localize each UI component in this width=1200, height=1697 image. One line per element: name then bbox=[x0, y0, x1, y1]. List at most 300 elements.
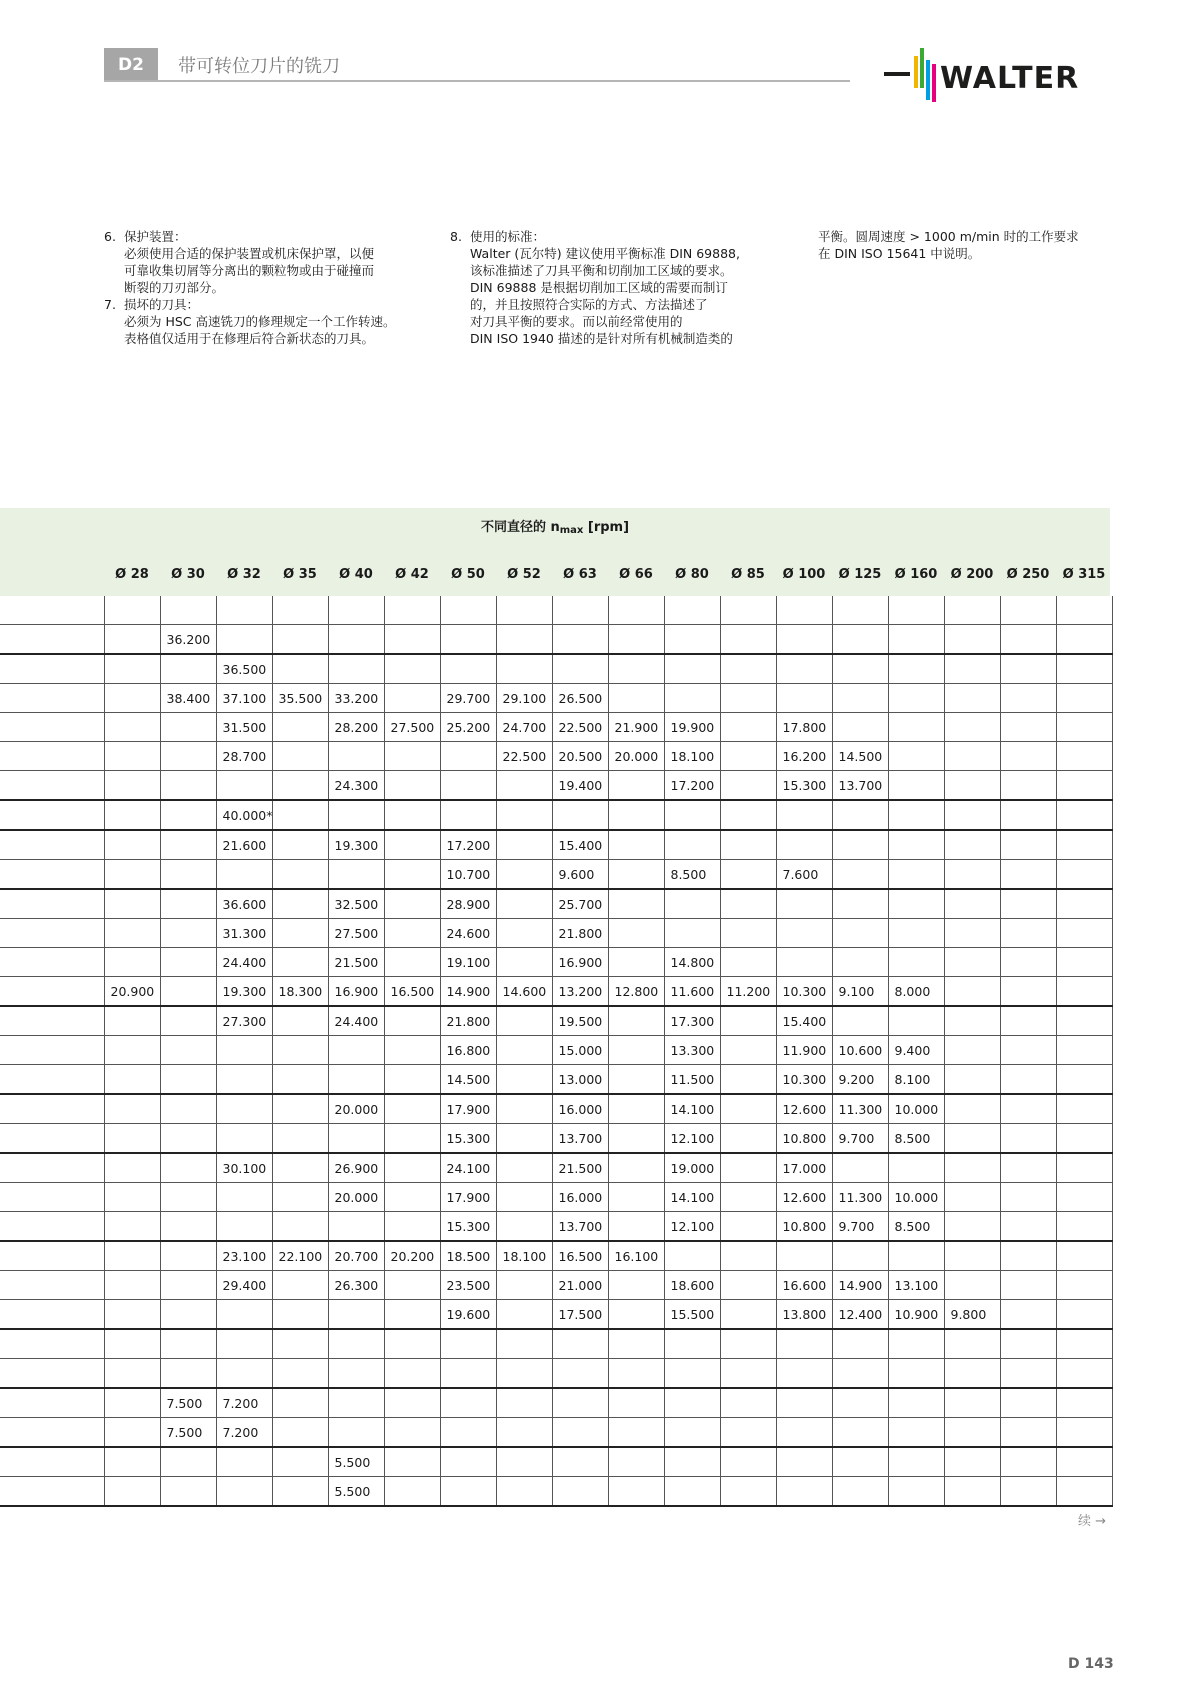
rpm-cell bbox=[552, 1418, 608, 1448]
rpm-cell bbox=[104, 1359, 160, 1389]
note-number: 8. bbox=[450, 229, 462, 244]
rpm-cell: 9.100 bbox=[832, 977, 888, 1007]
rpm-cell bbox=[328, 1124, 384, 1154]
rpm-cell bbox=[1056, 1359, 1112, 1389]
rpm-cell bbox=[832, 800, 888, 830]
rpm-cell: 18.100 bbox=[664, 742, 720, 771]
rpm-cell bbox=[720, 596, 776, 625]
rpm-cell bbox=[832, 889, 888, 919]
rpm-cell bbox=[496, 830, 552, 860]
notes-column-1 bbox=[104, 228, 434, 347]
rpm-cell bbox=[104, 1300, 160, 1330]
rpm-cell bbox=[832, 1241, 888, 1271]
rpm-cell: 15.400 bbox=[552, 830, 608, 860]
rpm-cell bbox=[720, 1418, 776, 1448]
rpm-cell bbox=[272, 1153, 328, 1183]
rpm-cell bbox=[440, 1359, 496, 1389]
rpm-cell: 21.900 bbox=[608, 713, 664, 742]
rpm-cell: 10.300 bbox=[776, 977, 832, 1007]
rpm-cell bbox=[216, 1183, 272, 1212]
rpm-cell bbox=[384, 1418, 440, 1448]
rpm-cell bbox=[608, 800, 664, 830]
rpm-cell: 16.000 bbox=[552, 1094, 608, 1124]
rpm-cell bbox=[1000, 654, 1056, 684]
rpm-cell bbox=[216, 1447, 272, 1477]
rpm-cell: 32.500 bbox=[328, 889, 384, 919]
rpm-cell: 8.500 bbox=[888, 1124, 944, 1154]
rpm-cell: 29.700 bbox=[440, 684, 496, 713]
rpm-cell bbox=[888, 1418, 944, 1448]
rpm-cell: 16.900 bbox=[552, 948, 608, 977]
note-item bbox=[104, 296, 434, 347]
rpm-cell bbox=[552, 1388, 608, 1418]
rpm-cell bbox=[720, 1271, 776, 1300]
note-line: 表格值仅适用于在修理后符合新状态的刀具。 bbox=[124, 331, 375, 346]
rpm-cell bbox=[720, 1329, 776, 1359]
rpm-cell: 26.300 bbox=[328, 1271, 384, 1300]
rpm-cell: 40.000* bbox=[216, 800, 272, 830]
row-label-cell bbox=[0, 1183, 104, 1212]
rpm-cell bbox=[104, 860, 160, 890]
rpm-cell bbox=[720, 860, 776, 890]
rpm-cell: 17.900 bbox=[440, 1094, 496, 1124]
rpm-cell bbox=[272, 948, 328, 977]
rpm-cell bbox=[608, 654, 664, 684]
rpm-cell bbox=[720, 1300, 776, 1330]
rpm-cell bbox=[1056, 889, 1112, 919]
note-line: DIN 69888 是根据切削加工区域的需要而制订 bbox=[470, 280, 728, 295]
rpm-cell bbox=[328, 625, 384, 655]
rpm-cell: 14.900 bbox=[832, 1271, 888, 1300]
rpm-cell bbox=[384, 1271, 440, 1300]
rpm-cell: 5.500 bbox=[328, 1447, 384, 1477]
rpm-cell bbox=[1056, 1006, 1112, 1036]
rpm-cell bbox=[1056, 830, 1112, 860]
table-row bbox=[0, 1036, 1112, 1065]
rpm-cell: 10.700 bbox=[440, 860, 496, 890]
rpm-cell: 27.300 bbox=[216, 1006, 272, 1036]
rpm-cell: 9.700 bbox=[832, 1212, 888, 1242]
rpm-cell bbox=[1056, 1329, 1112, 1359]
rpm-cell: 31.300 bbox=[216, 919, 272, 948]
rpm-cell bbox=[272, 830, 328, 860]
rpm-cell bbox=[608, 771, 664, 801]
note-number: 6. bbox=[104, 229, 116, 244]
rpm-cell: 9.200 bbox=[832, 1065, 888, 1095]
rpm-cell: 15.300 bbox=[776, 771, 832, 801]
section-tag: D2 bbox=[104, 48, 158, 81]
rpm-cell bbox=[384, 1183, 440, 1212]
rpm-cell bbox=[384, 742, 440, 771]
rpm-cell bbox=[720, 684, 776, 713]
rpm-cell: 20.000 bbox=[328, 1183, 384, 1212]
rpm-cell bbox=[328, 1300, 384, 1330]
note-line: 必须使用合适的保护装置或机床保护罩，以便 bbox=[124, 246, 375, 261]
rpm-cell: 11.200 bbox=[720, 977, 776, 1007]
rpm-cell bbox=[664, 596, 720, 625]
row-label-cell bbox=[0, 1447, 104, 1477]
rpm-cell bbox=[328, 1065, 384, 1095]
rpm-cell bbox=[944, 625, 1000, 655]
rpm-cell bbox=[888, 1447, 944, 1477]
rpm-cell bbox=[272, 1036, 328, 1065]
rpm-cell bbox=[496, 1447, 552, 1477]
table-row bbox=[0, 1212, 1112, 1242]
rpm-cell bbox=[104, 1329, 160, 1359]
rpm-cell: 16.000 bbox=[552, 1183, 608, 1212]
rpm-cell bbox=[104, 1271, 160, 1300]
rpm-cell: 17.200 bbox=[440, 830, 496, 860]
rpm-cell: 36.600 bbox=[216, 889, 272, 919]
rpm-cell bbox=[776, 684, 832, 713]
rpm-cell bbox=[384, 889, 440, 919]
rpm-cell bbox=[1056, 1418, 1112, 1448]
logo-bar bbox=[926, 60, 930, 100]
column-header: Ø 28 bbox=[115, 566, 149, 582]
rpm-cell bbox=[1000, 771, 1056, 801]
rpm-cell bbox=[1000, 596, 1056, 625]
rpm-cell bbox=[608, 1477, 664, 1507]
rpm-cell bbox=[440, 1388, 496, 1418]
table-title bbox=[0, 516, 1110, 536]
table-row bbox=[0, 948, 1112, 977]
rpm-cell bbox=[1056, 860, 1112, 890]
rpm-cell bbox=[496, 1153, 552, 1183]
rpm-cell: 17.500 bbox=[552, 1300, 608, 1330]
rpm-cell bbox=[384, 1329, 440, 1359]
table-row bbox=[0, 1065, 1112, 1095]
rpm-cell bbox=[160, 860, 216, 890]
rpm-cell bbox=[888, 919, 944, 948]
rpm-cell: 17.300 bbox=[664, 1006, 720, 1036]
column-header: Ø 42 bbox=[395, 566, 429, 582]
rpm-cell bbox=[1056, 919, 1112, 948]
rpm-cell bbox=[160, 1359, 216, 1389]
rpm-cell: 12.600 bbox=[776, 1183, 832, 1212]
rpm-cell bbox=[552, 800, 608, 830]
column-header: Ø 32 bbox=[227, 566, 261, 582]
table-row bbox=[0, 1183, 1112, 1212]
rpm-cell bbox=[272, 771, 328, 801]
rpm-cell bbox=[272, 625, 328, 655]
rpm-cell bbox=[776, 1329, 832, 1359]
table-row bbox=[0, 1388, 1112, 1418]
rpm-cell bbox=[944, 1329, 1000, 1359]
rpm-cell bbox=[832, 596, 888, 625]
rpm-cell bbox=[552, 1477, 608, 1507]
rpm-cell bbox=[328, 596, 384, 625]
rpm-cell bbox=[1056, 1388, 1112, 1418]
rpm-cell bbox=[440, 771, 496, 801]
rpm-cell bbox=[888, 1153, 944, 1183]
rpm-cell bbox=[664, 919, 720, 948]
rpm-cell bbox=[832, 860, 888, 890]
rpm-cell bbox=[496, 919, 552, 948]
rpm-cell bbox=[496, 800, 552, 830]
column-header: Ø 35 bbox=[283, 566, 317, 582]
rpm-cell bbox=[496, 1359, 552, 1389]
rpm-cell bbox=[160, 1329, 216, 1359]
rpm-cell bbox=[384, 654, 440, 684]
rpm-cell: 38.400 bbox=[160, 684, 216, 713]
rpm-cell: 16.500 bbox=[384, 977, 440, 1007]
row-label-cell bbox=[0, 860, 104, 890]
rpm-cell: 29.100 bbox=[496, 684, 552, 713]
rpm-cell bbox=[384, 860, 440, 890]
rpm-cell bbox=[384, 596, 440, 625]
rpm-cell bbox=[720, 771, 776, 801]
rpm-cell: 13.800 bbox=[776, 1300, 832, 1330]
rpm-cell bbox=[888, 742, 944, 771]
rpm-cell bbox=[720, 1036, 776, 1065]
table-row bbox=[0, 1006, 1112, 1036]
rpm-cell: 7.200 bbox=[216, 1418, 272, 1448]
logo-wordmark: WALTER bbox=[940, 61, 1080, 96]
table-row bbox=[0, 889, 1112, 919]
rpm-cell: 31.500 bbox=[216, 713, 272, 742]
rpm-cell bbox=[608, 684, 664, 713]
row-label-cell bbox=[0, 1006, 104, 1036]
rpm-cell bbox=[1056, 684, 1112, 713]
column-header: Ø 125 bbox=[838, 566, 882, 582]
rpm-cell bbox=[832, 830, 888, 860]
rpm-cell: 5.500 bbox=[328, 1477, 384, 1507]
rpm-cell bbox=[664, 1241, 720, 1271]
row-label-cell bbox=[0, 1329, 104, 1359]
rpm-cell bbox=[608, 1329, 664, 1359]
rpm-cell bbox=[496, 1271, 552, 1300]
rpm-cell bbox=[160, 1271, 216, 1300]
logo-bar bbox=[914, 56, 918, 88]
table-row bbox=[0, 625, 1112, 655]
rpm-cell: 16.100 bbox=[608, 1241, 664, 1271]
rpm-cell bbox=[440, 800, 496, 830]
rpm-cell: 9.700 bbox=[832, 1124, 888, 1154]
rpm-cell bbox=[1000, 1388, 1056, 1418]
rpm-cell: 37.100 bbox=[216, 684, 272, 713]
rpm-cell bbox=[1000, 1418, 1056, 1448]
rpm-cell bbox=[776, 1418, 832, 1448]
rpm-cell bbox=[1000, 1359, 1056, 1389]
rpm-cell bbox=[552, 596, 608, 625]
rpm-cell bbox=[160, 1065, 216, 1095]
rpm-cell bbox=[944, 1153, 1000, 1183]
rpm-cell bbox=[1000, 800, 1056, 830]
table-row bbox=[0, 1300, 1112, 1330]
row-label-cell bbox=[0, 1388, 104, 1418]
rpm-cell bbox=[1056, 596, 1112, 625]
column-header: Ø 250 bbox=[1006, 566, 1050, 582]
rpm-cell: 26.500 bbox=[552, 684, 608, 713]
rpm-cell bbox=[776, 654, 832, 684]
column-header: Ø 40 bbox=[339, 566, 373, 582]
rpm-cell bbox=[328, 742, 384, 771]
rpm-cell bbox=[160, 1447, 216, 1477]
rpm-cell: 24.400 bbox=[328, 1006, 384, 1036]
rpm-cell: 10.000 bbox=[888, 1094, 944, 1124]
rpm-cell bbox=[496, 625, 552, 655]
rpm-cell: 12.800 bbox=[608, 977, 664, 1007]
rpm-cell bbox=[888, 1241, 944, 1271]
rpm-cell: 7.600 bbox=[776, 860, 832, 890]
rpm-cell bbox=[832, 948, 888, 977]
rpm-cell bbox=[1000, 1124, 1056, 1154]
rpm-cell bbox=[944, 889, 1000, 919]
rpm-cell bbox=[160, 1036, 216, 1065]
row-label-cell bbox=[0, 919, 104, 948]
rpm-cell bbox=[888, 1359, 944, 1389]
rpm-cell bbox=[608, 1036, 664, 1065]
rpm-cell bbox=[832, 713, 888, 742]
rpm-cell bbox=[440, 1329, 496, 1359]
rpm-cell bbox=[888, 625, 944, 655]
rpm-cell bbox=[552, 654, 608, 684]
rpm-cell bbox=[1000, 684, 1056, 713]
rpm-cell bbox=[496, 948, 552, 977]
rpm-cell: 33.200 bbox=[328, 684, 384, 713]
rpm-cell bbox=[664, 684, 720, 713]
rpm-cell: 24.300 bbox=[328, 771, 384, 801]
rpm-cell bbox=[944, 1124, 1000, 1154]
rpm-cell bbox=[1056, 800, 1112, 830]
note-item bbox=[450, 228, 780, 347]
rpm-cell: 18.300 bbox=[272, 977, 328, 1007]
rpm-cell bbox=[832, 625, 888, 655]
rpm-cell bbox=[664, 1329, 720, 1359]
column-header: Ø 52 bbox=[507, 566, 541, 582]
rpm-cell bbox=[328, 1418, 384, 1448]
rpm-cell bbox=[496, 771, 552, 801]
rpm-cell: 21.500 bbox=[552, 1153, 608, 1183]
rpm-cell bbox=[1056, 1153, 1112, 1183]
rpm-cell bbox=[608, 1388, 664, 1418]
rpm-cell bbox=[944, 654, 1000, 684]
rpm-cell bbox=[552, 1359, 608, 1389]
rpm-cell bbox=[384, 1359, 440, 1389]
rpm-cell: 14.600 bbox=[496, 977, 552, 1007]
rpm-cell bbox=[272, 1124, 328, 1154]
table-title-prefix: 不同直径的 n bbox=[480, 520, 560, 535]
rpm-cell bbox=[944, 742, 1000, 771]
rpm-cell bbox=[160, 742, 216, 771]
rpm-cell bbox=[160, 977, 216, 1007]
rpm-cell bbox=[160, 948, 216, 977]
rpm-cell bbox=[384, 800, 440, 830]
rpm-cell bbox=[1056, 1065, 1112, 1095]
rpm-cell bbox=[384, 1388, 440, 1418]
rpm-cell bbox=[1000, 1006, 1056, 1036]
note-line: 必须为 HSC 高速铣刀的修理规定一个工作转速。 bbox=[124, 314, 396, 329]
rpm-cell bbox=[1000, 1212, 1056, 1242]
rpm-cell: 20.700 bbox=[328, 1241, 384, 1271]
rpm-cell: 10.600 bbox=[832, 1036, 888, 1065]
rpm-cell bbox=[1000, 1271, 1056, 1300]
rpm-cell: 13.200 bbox=[552, 977, 608, 1007]
rpm-cell: 18.100 bbox=[496, 1241, 552, 1271]
rpm-cell: 11.900 bbox=[776, 1036, 832, 1065]
rpm-cell: 22.500 bbox=[496, 742, 552, 771]
rpm-cell bbox=[888, 800, 944, 830]
column-header: Ø 315 bbox=[1062, 566, 1106, 582]
note-heading: 保护装置： bbox=[124, 229, 187, 244]
rpm-cell bbox=[104, 654, 160, 684]
rpm-cell bbox=[1000, 830, 1056, 860]
rpm-cell bbox=[776, 625, 832, 655]
note-line: 平衡。圆周速度 > 1000 m/min 时的工作要求 bbox=[818, 229, 1079, 244]
rpm-cell bbox=[216, 596, 272, 625]
rpm-cell bbox=[720, 919, 776, 948]
rpm-cell bbox=[104, 948, 160, 977]
table-row bbox=[0, 1418, 1112, 1448]
row-label-cell bbox=[0, 654, 104, 684]
table-row bbox=[0, 1271, 1112, 1300]
rpm-cell: 24.100 bbox=[440, 1153, 496, 1183]
rpm-cell: 36.500 bbox=[216, 654, 272, 684]
rpm-cell: 10.000 bbox=[888, 1183, 944, 1212]
table-row bbox=[0, 800, 1112, 830]
rpm-cell: 19.100 bbox=[440, 948, 496, 977]
rpm-cell bbox=[216, 771, 272, 801]
rpm-cell bbox=[664, 1359, 720, 1389]
note-line: 对刀具平衡的要求。而以前经常使用的 bbox=[470, 314, 683, 329]
rpm-cell: 19.600 bbox=[440, 1300, 496, 1330]
rpm-cell: 14.500 bbox=[832, 742, 888, 771]
rpm-cell bbox=[216, 1212, 272, 1242]
rpm-cell bbox=[1056, 1212, 1112, 1242]
rpm-cell bbox=[496, 596, 552, 625]
rpm-cell bbox=[272, 1183, 328, 1212]
rpm-cell bbox=[944, 684, 1000, 713]
row-label-cell bbox=[0, 977, 104, 1007]
rpm-cell bbox=[888, 948, 944, 977]
rpm-cell bbox=[552, 1447, 608, 1477]
rpm-cell bbox=[216, 625, 272, 655]
rpm-cell bbox=[608, 1094, 664, 1124]
rpm-cell bbox=[832, 1418, 888, 1448]
rpm-cell: 29.400 bbox=[216, 1271, 272, 1300]
rpm-cell: 20.900 bbox=[104, 977, 160, 1007]
rpm-cell bbox=[160, 919, 216, 948]
rpm-cell bbox=[104, 800, 160, 830]
row-label-cell bbox=[0, 1124, 104, 1154]
rpm-cell: 20.000 bbox=[608, 742, 664, 771]
rpm-cell: 30.100 bbox=[216, 1153, 272, 1183]
rpm-cell: 16.900 bbox=[328, 977, 384, 1007]
rpm-cell bbox=[888, 1477, 944, 1507]
rpm-cell bbox=[944, 1241, 1000, 1271]
table-row bbox=[0, 684, 1112, 713]
rpm-cell bbox=[888, 1329, 944, 1359]
row-label-cell bbox=[0, 1036, 104, 1065]
rpm-cell bbox=[608, 596, 664, 625]
table-row bbox=[0, 742, 1112, 771]
rpm-cell: 10.800 bbox=[776, 1124, 832, 1154]
rpm-cell bbox=[944, 1006, 1000, 1036]
row-label-cell bbox=[0, 830, 104, 860]
rpm-cell bbox=[944, 1065, 1000, 1095]
rpm-cell: 26.900 bbox=[328, 1153, 384, 1183]
rpm-cell bbox=[440, 1418, 496, 1448]
rpm-cell bbox=[944, 713, 1000, 742]
rpm-cell bbox=[608, 1212, 664, 1242]
rpm-cell bbox=[944, 1418, 1000, 1448]
table-row bbox=[0, 1241, 1112, 1271]
logo-dash bbox=[884, 72, 910, 76]
rpm-cell: 8.500 bbox=[664, 860, 720, 890]
rpm-cell bbox=[104, 1065, 160, 1095]
rpm-cell bbox=[776, 919, 832, 948]
rpm-cell bbox=[1000, 977, 1056, 1007]
